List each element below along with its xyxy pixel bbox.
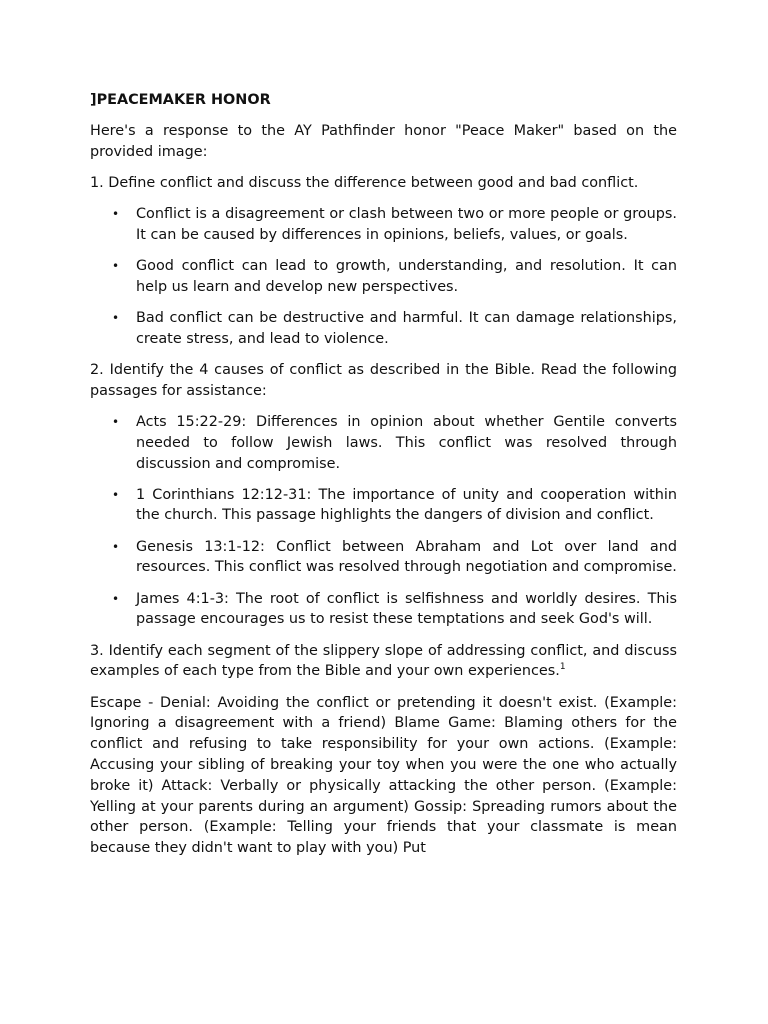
bullet-icon: • <box>112 487 120 502</box>
bullet-icon: • <box>112 414 120 429</box>
list-item: • Bad conflict can be destructive and harmful. It can damage relationships, create stress, and lead to violence. <box>112 309 677 347</box>
bullet-icon: • <box>112 310 120 325</box>
list-item: • Acts 15:22-29: Differences in opinion about whether Gentile converts needed to follow Jewish laws. This conflict was resolved through discussion and compromise. <box>112 413 677 472</box>
slippery-slope-paragraph: Escape - Denial: Avoiding the conflict or pretending it doesn't exist. (Example: Ignoring a disagreement with a friend) Blame Game: Blaming others for the conflict and refusing to take responsibility for your own actions. (Example: Accusing your sibling of breaking your toy when you were the one who actually broke it) Attack: Verbally or physically attacking the other person. (Example: Yelling at your parents during an argument) Gossip: Spreading rumors about the other person. (Example: Telling your friends that your classmate is mean because they didn't want to play with you) Put <box>90 694 677 857</box>
bullet-icon: • <box>112 539 120 554</box>
list-item: • 1 Corinthians 12:12-31: The importance of unity and cooperation within the church. This passage highlights the dangers of division and conflict. <box>112 486 677 524</box>
question-1-bullet-list <box>90 204 677 350</box>
footnote-marker[interactable]: 1 <box>559 662 566 673</box>
question-1: 1. Define conflict and discuss the difference between good and bad conflict. <box>90 174 639 191</box>
list-item: • James 4:1-3: The root of conflict is selfishness and worldly desires. This passage encourages us to resist these temptations and seek God's will. <box>112 590 677 628</box>
question-2: 2. Identify the 4 causes of conflict as described in the Bible. Read the following passages for assistance: <box>90 361 677 399</box>
list-item: • Good conflict can lead to growth, understanding, and resolution. It can help us learn and develop new perspectives. <box>112 257 677 295</box>
intro-paragraph: Here's a response to the AY Pathfinder honor "Peace Maker" based on the provided image: <box>90 122 677 160</box>
list-item: • Genesis 13:1-12: Conflict between Abraham and Lot over land and resources. This conflict was resolved through negotiation and compromise. <box>112 538 677 576</box>
list-item: • Conflict is a disagreement or clash between two or more people or groups. It can be caused by differences in opinions, beliefs, values, or goals. <box>112 205 677 243</box>
document-title: ]PEACEMAKER HONOR <box>90 92 271 108</box>
question-3: 3. Identify each segment of the slippery slope of addressing conflict, and discuss examples of each type from the Bible and your own experiences.$^1$ <box>90 642 677 680</box>
bullet-icon: • <box>112 591 120 606</box>
bullet-icon: • <box>112 206 120 221</box>
bullet-icon: • <box>112 258 120 273</box>
question-2-bullet-list <box>90 412 677 630</box>
document-page <box>90 90 677 869</box>
